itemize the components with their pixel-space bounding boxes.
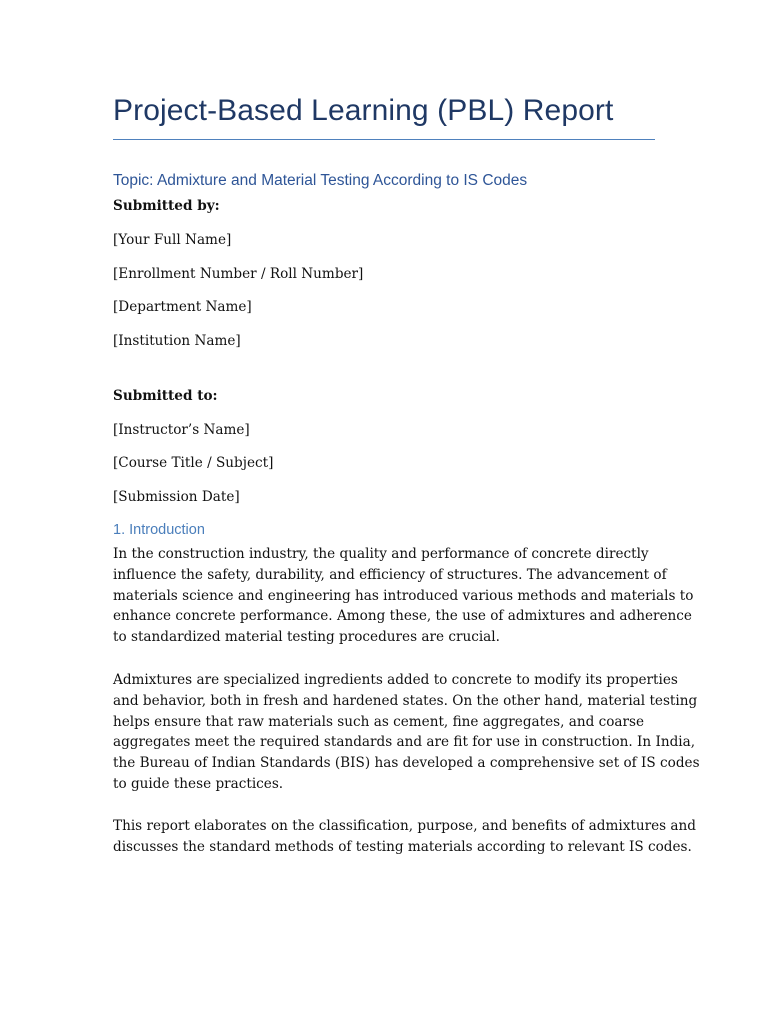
institution-name: [Institution Name] bbox=[113, 333, 241, 349]
topic-heading: Topic: Admixture and Material Testing According to IS Codes bbox=[113, 172, 528, 189]
paragraph-line: helps ensure that raw materials such as cement, fine aggregates, and coarse bbox=[113, 713, 645, 730]
introduction-paragraph-2 bbox=[113, 670, 700, 795]
submitted-to-label: Submitted to: bbox=[113, 388, 218, 404]
course-title: [Course Title / Subject] bbox=[113, 455, 274, 471]
title-underline-rule bbox=[113, 139, 655, 140]
document-title: Project-Based Learning (PBL) Report bbox=[113, 94, 614, 127]
department-name: [Department Name] bbox=[113, 299, 252, 315]
paragraph-line: influence the safety, durability, and efficiency of structures. The advancement of bbox=[113, 566, 667, 583]
paragraph-line: to standardized material testing procedures are crucial. bbox=[113, 629, 500, 646]
paragraph-line: to guide these practices. bbox=[113, 775, 284, 792]
submission-date: [Submission Date] bbox=[113, 489, 240, 505]
submitted-by-label: Submitted by: bbox=[113, 198, 220, 214]
paragraph-line: aggregates meet the required standards and are fit for use in construction. In India, bbox=[113, 734, 696, 751]
introduction-heading: 1. Introduction bbox=[113, 522, 205, 538]
paragraph-line: This report elaborates on the classification, purpose, and benefits of admixtures and bbox=[113, 818, 696, 834]
paragraph-line: the Bureau of Indian Standards (BIS) has developed a comprehensive set of IS codes bbox=[113, 755, 700, 772]
paragraph-line: enhance concrete performance. Among these, the use of admixtures and adherence bbox=[113, 608, 692, 625]
instructor-name: [Instructor’s Name] bbox=[113, 422, 250, 438]
introduction-paragraph-3 bbox=[113, 816, 696, 858]
enrollment-number: [Enrollment Number / Roll Number] bbox=[113, 266, 364, 282]
student-name: [Your Full Name] bbox=[113, 232, 232, 248]
paragraph-line: Admixtures are specialized ingredients added to concrete to modify its properties bbox=[113, 672, 678, 688]
paragraph-line: materials science and engineering has introduced various methods and materials to bbox=[113, 587, 694, 604]
introduction-paragraph-1 bbox=[113, 544, 694, 648]
paragraph-line: In the construction industry, the quality and performance of concrete directly bbox=[113, 546, 649, 562]
paragraph-line: discusses the standard methods of testing materials according to relevant IS codes. bbox=[113, 838, 692, 855]
paragraph-line: and behavior, both in fresh and hardened states. On the other hand, material testing bbox=[113, 692, 698, 709]
